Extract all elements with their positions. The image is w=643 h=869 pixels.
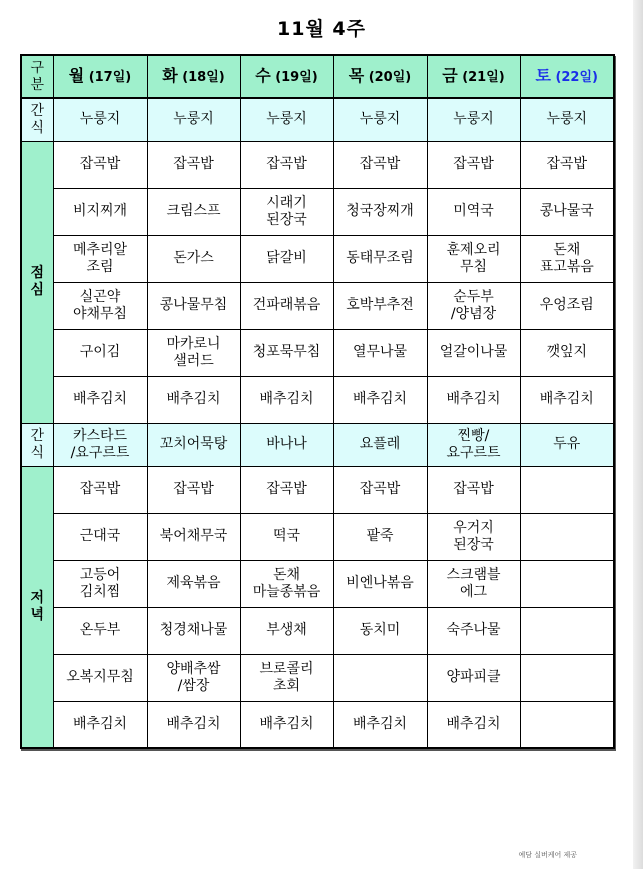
lunch-item (520, 188, 614, 235)
day-date: (17일) (88, 70, 132, 85)
dinner-item (427, 654, 520, 701)
dinner-row (21, 466, 614, 513)
snack2-item-text: 요플레 (359, 436, 401, 452)
dinner-item (333, 654, 427, 701)
lunch-item-text: 배추김치 (166, 391, 221, 407)
lunch-item-text: 미역국 (453, 203, 494, 219)
dinner-item (520, 466, 614, 513)
dinner-item (427, 560, 520, 607)
header-day-4 (427, 55, 520, 98)
snack1-item-text: 누룽지 (453, 111, 494, 128)
dinner-row (21, 701, 614, 748)
dinner-item (427, 513, 520, 560)
lunch-item-text: 메추리알 조림 (72, 241, 128, 275)
lunch-item-text: 깻잎지 (546, 344, 588, 360)
snack1-label-text: 간식 (30, 102, 45, 136)
lunch-row (21, 282, 614, 329)
lunch-item (427, 282, 520, 329)
dinner-item-text: 떡국 (272, 528, 301, 544)
header-day-1 (147, 55, 240, 98)
lunch-item-text: 건파래볶음 (252, 297, 321, 313)
day-date: (18일) (182, 70, 225, 85)
header-day-5 (520, 55, 614, 98)
snack2-item (53, 423, 147, 466)
lunch-item (520, 282, 614, 329)
dinner-item-text: 청경채나물 (159, 622, 228, 638)
dinner-item-text: 스크램블 에그 (446, 566, 501, 600)
dinner-item-text: 비엔나볶음 (346, 575, 414, 591)
lunch-item-text: 순두부 /양념장 (450, 288, 497, 322)
dinner-item (427, 607, 520, 654)
dinner-item-text: 부생채 (266, 622, 307, 638)
dinner-item-text: 배추김치 (446, 715, 501, 732)
lunch-item (147, 329, 240, 376)
dinner-item-text: 오복지무침 (66, 669, 134, 685)
lunch-item-text: 실곤약 야채무침 (72, 288, 128, 322)
day-name: 목 (348, 66, 365, 85)
dinner-row (21, 654, 614, 701)
dinner-item-text: 양배추쌈 /쌈장 (166, 660, 221, 694)
snack1-item (53, 98, 147, 141)
lunch-item (240, 188, 333, 235)
dinner-item (240, 654, 333, 701)
lunch-item-text: 비지찌개 (72, 203, 128, 219)
lunch-label-text: 점 심 (30, 265, 45, 298)
dinner-item-text: 우거지 된장국 (453, 519, 494, 553)
snack1-item-text: 누룽지 (359, 111, 401, 128)
lunch-item-text: 잡곡밥 (359, 156, 401, 172)
dinner-item (53, 654, 147, 701)
snack2-label (21, 423, 53, 466)
dinner-item-text: 잡곡밥 (453, 481, 494, 497)
dinner-item-text: 잡곡밥 (173, 481, 214, 497)
dinner-item (53, 466, 147, 513)
lunch-label (21, 141, 53, 423)
dinner-item (53, 701, 147, 748)
lunch-item-text: 청국장찌개 (346, 203, 414, 219)
snack1-item (147, 98, 240, 141)
lunch-item-text: 청포묵무침 (252, 344, 321, 360)
lunch-item (53, 282, 147, 329)
dinner-item (240, 701, 333, 748)
snack2-item (333, 423, 427, 466)
dinner-item-text: 배추김치 (352, 715, 408, 732)
dinner-item (147, 513, 240, 560)
menu-table (20, 54, 615, 749)
lunch-item (520, 376, 614, 423)
footer-credit: 예담 실버케어 제공 (518, 851, 577, 859)
dinner-item (520, 607, 614, 654)
dinner-item (147, 654, 240, 701)
dinner-item (147, 701, 240, 748)
snack1-item (427, 98, 520, 141)
lunch-item-text: 시래기 된장국 (266, 194, 307, 228)
lunch-item (333, 376, 427, 423)
dinner-item-text: 배추김치 (72, 715, 128, 732)
lunch-item-text: 닭갈비 (266, 250, 307, 266)
day-name: 금 (442, 66, 458, 85)
dinner-item (147, 607, 240, 654)
lunch-item-text: 잡곡밥 (546, 156, 588, 172)
page-title: 11월 4주 (277, 18, 366, 40)
lunch-item-text: 훈제오리 무침 (446, 241, 501, 275)
lunch-item-text: 돈채 표고볶음 (539, 241, 594, 275)
lunch-item-text: 얼갈이나물 (439, 344, 508, 360)
snack2-item-text: 카스타드 /요구르트 (70, 427, 130, 461)
lunch-item (427, 235, 520, 282)
day-name: 화 (162, 66, 178, 85)
lunch-item (333, 235, 427, 282)
snack2-item (520, 423, 614, 466)
dinner-item (427, 701, 520, 748)
snack2-item-text: 꼬치어묵탕 (159, 436, 228, 452)
dinner-item-text: 돈채 마늘종볶음 (252, 566, 321, 600)
snack2-item (147, 423, 240, 466)
dinner-item (240, 607, 333, 654)
snack1-item (333, 98, 427, 141)
dinner-item-text: 잡곡밥 (359, 481, 401, 497)
snack2-item-text: 바나나 (266, 436, 307, 452)
day-date: (19일) (275, 70, 318, 85)
lunch-item-text: 마카로니 샐러드 (166, 335, 221, 369)
snack1-item (240, 98, 333, 141)
lunch-item-text: 잡곡밥 (453, 156, 494, 172)
lunch-item (147, 188, 240, 235)
lunch-item-text: 배추김치 (539, 391, 594, 407)
dinner-item (240, 560, 333, 607)
dinner-row (21, 607, 614, 654)
header-category-text: 구분 (30, 59, 45, 93)
lunch-item (520, 235, 614, 282)
lunch-item (147, 235, 240, 282)
dinner-row (21, 513, 614, 560)
dinner-item (520, 560, 614, 607)
day-name: 수 (255, 66, 271, 85)
snack1-item-text: 누룽지 (266, 111, 307, 128)
dinner-label (21, 466, 53, 748)
dinner-item-text: 온두부 (79, 622, 121, 638)
dinner-item (240, 513, 333, 560)
dinner-label-text: 저 녁 (30, 589, 45, 623)
dinner-item (520, 654, 614, 701)
lunch-item (427, 141, 520, 188)
lunch-item (147, 376, 240, 423)
lunch-item (147, 282, 240, 329)
lunch-item (53, 141, 147, 188)
lunch-row (21, 141, 614, 188)
dinner-item-text: 동치미 (359, 622, 401, 638)
lunch-item-text: 배추김치 (446, 391, 501, 407)
dinner-item-text: 잡곡밥 (79, 481, 121, 497)
snack2-item (427, 423, 520, 466)
header-day-2 (240, 55, 333, 98)
dinner-item-text: 브로콜리 초회 (259, 660, 314, 694)
header-day-0 (53, 55, 147, 98)
dinner-item-text: 숙주나물 (446, 622, 501, 638)
day-date: (20일) (368, 70, 412, 85)
dinner-item-text: 양파피클 (446, 669, 501, 685)
lunch-item (53, 188, 147, 235)
lunch-item (53, 235, 147, 282)
dinner-item (53, 560, 147, 607)
lunch-item (240, 329, 333, 376)
snack1-label (21, 98, 53, 141)
lunch-item (520, 329, 614, 376)
snack1-row (21, 98, 614, 141)
lunch-item-text: 크림스프 (166, 203, 221, 219)
day-date: (22일) (555, 70, 598, 85)
dinner-item (147, 560, 240, 607)
snack1-item (520, 98, 614, 141)
day-date: (21일) (462, 70, 505, 85)
lunch-item-text: 콩나물무침 (159, 297, 228, 313)
header-day-3 (333, 55, 427, 98)
dinner-item-text: 팥죽 (366, 528, 394, 544)
dinner-item (240, 466, 333, 513)
dinner-item (333, 466, 427, 513)
snack1-item-text: 누룽지 (173, 111, 214, 128)
lunch-item (427, 376, 520, 423)
dinner-row (21, 560, 614, 607)
lunch-item (53, 376, 147, 423)
lunch-item-text: 잡곡밥 (79, 156, 121, 172)
lunch-row (21, 235, 614, 282)
dinner-item-text: 잡곡밥 (266, 481, 307, 497)
dinner-item (427, 466, 520, 513)
lunch-item (240, 282, 333, 329)
dinner-item (333, 607, 427, 654)
snack2-item (240, 423, 333, 466)
dinner-item-text: 배추김치 (259, 715, 314, 732)
lunch-item-text: 잡곡밥 (266, 156, 307, 172)
dinner-item (333, 513, 427, 560)
snack2-item-text: 두유 (553, 436, 581, 452)
dinner-item-text: 배추김치 (166, 715, 221, 732)
dinner-item (333, 701, 427, 748)
day-name: 토 (535, 66, 551, 85)
lunch-item-text: 구이김 (79, 344, 121, 360)
dinner-item-text: 고등어 김치찜 (79, 566, 121, 600)
lunch-row (21, 376, 614, 423)
lunch-item (53, 329, 147, 376)
lunch-item-text: 돈가스 (173, 250, 214, 266)
lunch-item-text: 잡곡밥 (173, 156, 214, 172)
dinner-item (53, 513, 147, 560)
lunch-item-text: 우엉조림 (539, 297, 594, 313)
day-name: 월 (68, 66, 85, 85)
dinner-item (520, 513, 614, 560)
lunch-item (147, 141, 240, 188)
lunch-item (240, 141, 333, 188)
dinner-item (520, 701, 614, 748)
lunch-item (240, 235, 333, 282)
lunch-item (333, 282, 427, 329)
lunch-item-text: 배추김치 (72, 391, 128, 407)
snack1-item-text: 누룽지 (546, 111, 588, 128)
header-category (21, 55, 53, 98)
dinner-item-text: 북어채무국 (159, 528, 228, 544)
lunch-item-text: 배추김치 (352, 391, 408, 407)
snack2-label-text: 간식 (30, 427, 45, 461)
lunch-item-text: 배추김치 (259, 391, 314, 407)
lunch-item (427, 329, 520, 376)
lunch-item (240, 376, 333, 423)
snack2-row (21, 423, 614, 466)
lunch-item (333, 141, 427, 188)
dinner-item (147, 466, 240, 513)
lunch-item-text: 콩나물국 (539, 203, 594, 219)
lunch-row (21, 329, 614, 376)
snack2-item-text: 찐빵/ 요구르트 (446, 427, 501, 461)
lunch-row (21, 188, 614, 235)
dinner-item-text: 제육볶음 (166, 575, 221, 591)
lunch-item (520, 141, 614, 188)
dinner-item (333, 560, 427, 607)
lunch-item-text: 열무나물 (352, 344, 408, 360)
page-edge (633, 0, 643, 869)
dinner-item (53, 607, 147, 654)
snack1-item-text: 누룽지 (79, 111, 121, 128)
header-row (21, 55, 614, 98)
lunch-item-text: 호박부추전 (346, 297, 414, 313)
lunch-item (427, 188, 520, 235)
dinner-item-text: 근대국 (79, 528, 121, 544)
lunch-item (333, 188, 427, 235)
lunch-item-text: 동태무조림 (346, 250, 414, 266)
lunch-item (333, 329, 427, 376)
